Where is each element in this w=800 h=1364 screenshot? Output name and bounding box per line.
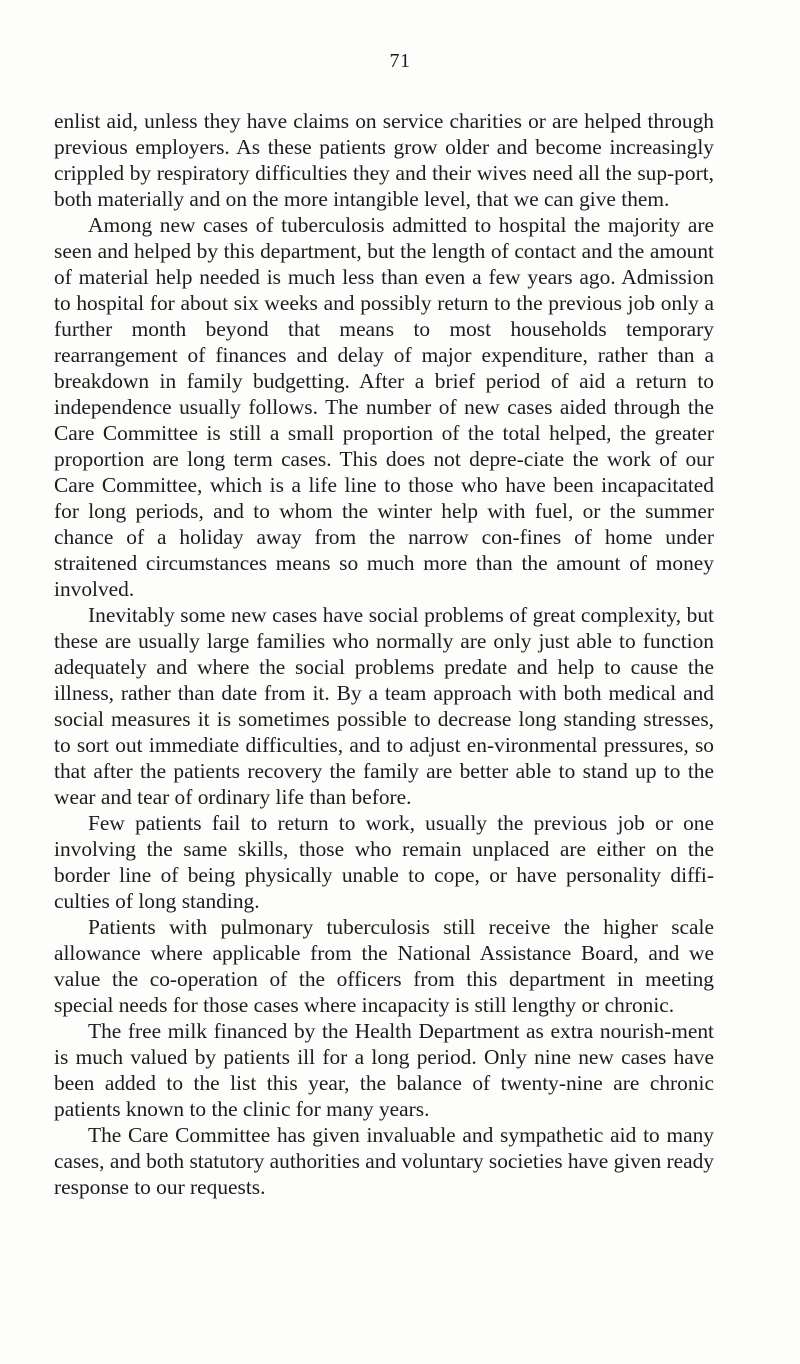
paragraph-1: enlist aid, unless they have claims on service charities or are helped through previous employers. As these patients grow older and become increasingly crippled by respiratory difficulties they and their wives need all the sup-port, both materially and on the more intangible level, that we can give them. — [54, 109, 714, 211]
page-number: 71 — [389, 50, 411, 72]
paragraph-5: Patients with pulmonary tuberculosis still receive the higher scale allowance where applicable from the National Assistance Board, and we value the co-operation of the officers from this department in meeting special needs for those cases where incapacity is still lengthy or chronic. — [54, 915, 714, 1017]
paragraph-2: Among new cases of tuberculosis admitted to hospital the majority are seen and helped by this department, but the length of contact and the amount of material help needed is much less than even a few years ago. Admission to hospital for about six weeks and possibly return to the previous job only a further month beyond that means to most households temporary rearrangement of finances and delay of major expenditure, rather than a breakdown in family budgetting. After a brief period of aid a return to independence usually follows. The number of new cases aided through the Care Committee is still a small proportion of the total helped, the greater proportion are long term cases. This does not depre-ciate the work of our Care Committee, which is a life line to those who have been incapacitated for long periods, and to whom the winter help with fuel, or the summer chance of a holiday away from the narrow con-fines of home under straitened circumstances means so much more than the amount of money involved. — [54, 213, 714, 601]
paragraph-6: The free milk financed by the Health Department as extra nourish-ment is much valued by patients ill for a long period. Only nine new cases have been added to the list this year, the balance of twenty-nine are chronic patients known to the clinic for many years. — [54, 1019, 714, 1121]
body-text — [54, 108, 714, 1200]
paragraph-7: The Care Committee has given invaluable and sympathetic aid to many cases, and both statutory authorities and voluntary societies have given ready response to our requests. — [54, 1123, 714, 1199]
paragraph-4: Few patients fail to return to work, usually the previous job or one involving the same skills, those who remain unplaced are either on the border line of being physically unable to cope, or have personality diffi-culties of long standing. — [54, 811, 714, 913]
paragraph-3: Inevitably some new cases have social problems of great complexity, but these are usually large families who normally are only just able to function adequately and where the social problems predate and help to cause the illness, rather than date from it. By a team approach with both medical and social measures it is sometimes possible to decrease long standing stresses, to sort out immediate difficulties, and to adjust en-vironmental pressures, so that after the patients recovery the family are better able to stand up to the wear and tear of ordinary life than before. — [54, 603, 714, 809]
